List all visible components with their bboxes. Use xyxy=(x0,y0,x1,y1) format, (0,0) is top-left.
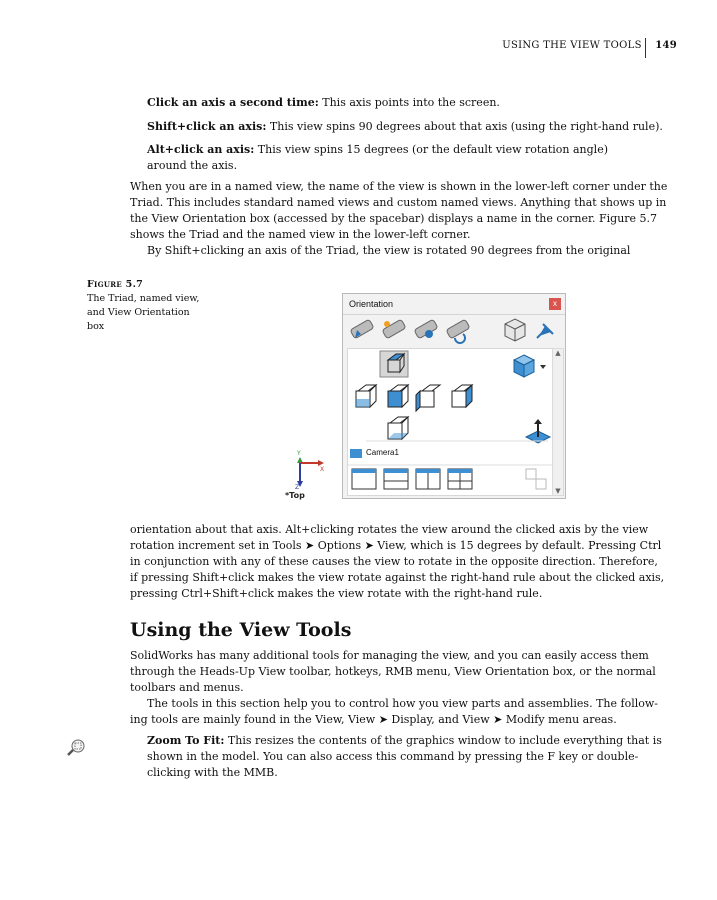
text-line: By Shift+clicking an axis of the Triad, the view is rotated 90 degrees from the original xyxy=(147,244,631,257)
bullet-click-axis xyxy=(147,95,500,111)
reset-view-icon[interactable] xyxy=(414,319,438,339)
text-line: rotation increment set in Tools ➤ Options ➤ View, which is 15 degrees by default. Pressing Ctrl xyxy=(130,539,662,552)
text-line: ing tools are mainly found in the View, View ➤ Display, and View ➤ Modify menu areas. xyxy=(130,713,617,726)
bullet-text: This view spins 90 degrees about that axis (using the right-hand rule). xyxy=(266,120,663,133)
single-view-button[interactable] xyxy=(352,469,376,489)
paragraph-named-view xyxy=(130,179,667,259)
zoom-to-fit-icon xyxy=(66,738,86,758)
camera-name: Camera1 xyxy=(366,448,399,457)
text-line: shown in the model. You can also access this command by pressing the F key or double- xyxy=(147,750,639,763)
triad[interactable] xyxy=(285,445,335,501)
bullet-term: Shift+click an axis: xyxy=(147,120,267,133)
back-view-icon[interactable] xyxy=(388,385,408,407)
dialog-title: Orientation xyxy=(343,294,565,315)
paragraph-rotation xyxy=(130,522,664,602)
figure-caption xyxy=(87,278,199,334)
chapter-section-title: USING THE VIEW TOOLS xyxy=(502,40,642,51)
text-line: if pressing Shift+click makes the view rotate against the right-hand rule about the clicked axis, xyxy=(130,571,665,584)
isometric-view-icon[interactable] xyxy=(514,355,534,377)
text-line: Triad. This includes standard named views and custom named views. Anything that shows up in xyxy=(130,196,667,209)
paragraph-view-tools xyxy=(130,648,658,728)
view-grid xyxy=(348,349,552,495)
text-line: This resizes the contents of the graphics window to include everything that is xyxy=(224,734,662,747)
normal-to-icon[interactable] xyxy=(526,419,550,443)
caption-line: box xyxy=(87,321,105,332)
four-view-button[interactable] xyxy=(448,469,472,489)
view-orientation-list xyxy=(347,348,553,496)
two-view-horizontal-button[interactable] xyxy=(384,469,408,489)
text-line: shows the Triad and the named view in the lower-left corner. xyxy=(130,228,471,241)
text-line: orientation about that axis. Alt+clicking rotates the view around the clicked axis by the view xyxy=(130,523,649,536)
triad-z-label: Z xyxy=(295,484,300,491)
scroll-up-icon[interactable]: ▲ xyxy=(555,349,561,357)
text-line: clicking with the MMB. xyxy=(147,766,278,779)
zoom-term: Zoom To Fit: xyxy=(147,734,225,747)
scroll-down-icon[interactable]: ▼ xyxy=(555,487,561,495)
zoom-to-fit-entry xyxy=(147,733,662,781)
dialog-toolbar xyxy=(347,316,561,346)
bullet-text-cont: around the axis. xyxy=(147,159,238,172)
text-line: toolbars and menus. xyxy=(130,681,244,694)
pin-icon[interactable] xyxy=(537,324,553,338)
new-view-icon[interactable] xyxy=(350,319,374,339)
triad-y-label: Y xyxy=(297,450,301,457)
bullet-text: This view spins 15 degrees (or the default view rotation angle) xyxy=(254,143,609,156)
text-line: in conjunction with any of these causes the view to rotate in the opposite direction. Therefore, xyxy=(130,555,658,568)
figure-label: Figure 5.7 xyxy=(87,279,144,290)
front-view-icon[interactable] xyxy=(356,385,376,407)
bullet-alt-click xyxy=(147,142,608,174)
bullet-shift-click xyxy=(147,119,663,135)
two-view-vertical-button[interactable] xyxy=(416,469,440,489)
triad-x-label: X xyxy=(320,466,325,473)
bullet-term: Click an axis a second time: xyxy=(147,96,319,109)
text-line: The tools in this section help you to control how you view parts and assemblies. The follow- xyxy=(147,697,658,710)
text-line: SolidWorks has many additional tools for managing the view, and you can easily access them xyxy=(130,649,649,662)
scrollbar[interactable] xyxy=(552,348,564,496)
page-number: 149 xyxy=(655,40,677,51)
camera-icon xyxy=(350,449,362,458)
header-divider xyxy=(645,38,646,58)
section-heading: Using the View Tools xyxy=(130,619,352,641)
close-button[interactable]: x xyxy=(549,298,561,310)
update-view-icon[interactable] xyxy=(382,319,406,339)
link-view-icon[interactable] xyxy=(446,319,470,343)
orientation-dialog xyxy=(342,293,566,499)
text-line: the View Orientation box (accessed by the spacebar) displays a name in the corner. Figure 5.7 xyxy=(130,212,658,225)
view-selector-icon[interactable] xyxy=(505,319,525,341)
camera-label xyxy=(366,448,399,457)
text-line: When you are in a named view, the name of the view is shown in the lower-left corner under the xyxy=(130,180,668,193)
caption-line: The Triad, named view, xyxy=(87,293,200,304)
caption-line: and View Orientation xyxy=(87,307,190,318)
named-view-label: *Top xyxy=(285,491,305,500)
bullet-term: Alt+click an axis: xyxy=(147,143,255,156)
right-view-icon[interactable] xyxy=(452,385,472,407)
chevron-down-icon[interactable] xyxy=(540,365,546,369)
left-view-icon[interactable] xyxy=(416,385,440,411)
text-line: pressing Ctrl+Shift+click makes the view rotate with the right-hand rule. xyxy=(130,587,543,600)
bottom-view-icon[interactable] xyxy=(388,417,408,439)
running-header xyxy=(502,40,677,51)
bullet-text: This axis points into the screen. xyxy=(318,96,500,109)
text-line: through the Heads-Up View toolbar, hotkeys, RMB menu, View Orientation box, or the normal xyxy=(130,665,656,678)
link-views-icon[interactable] xyxy=(526,469,546,489)
